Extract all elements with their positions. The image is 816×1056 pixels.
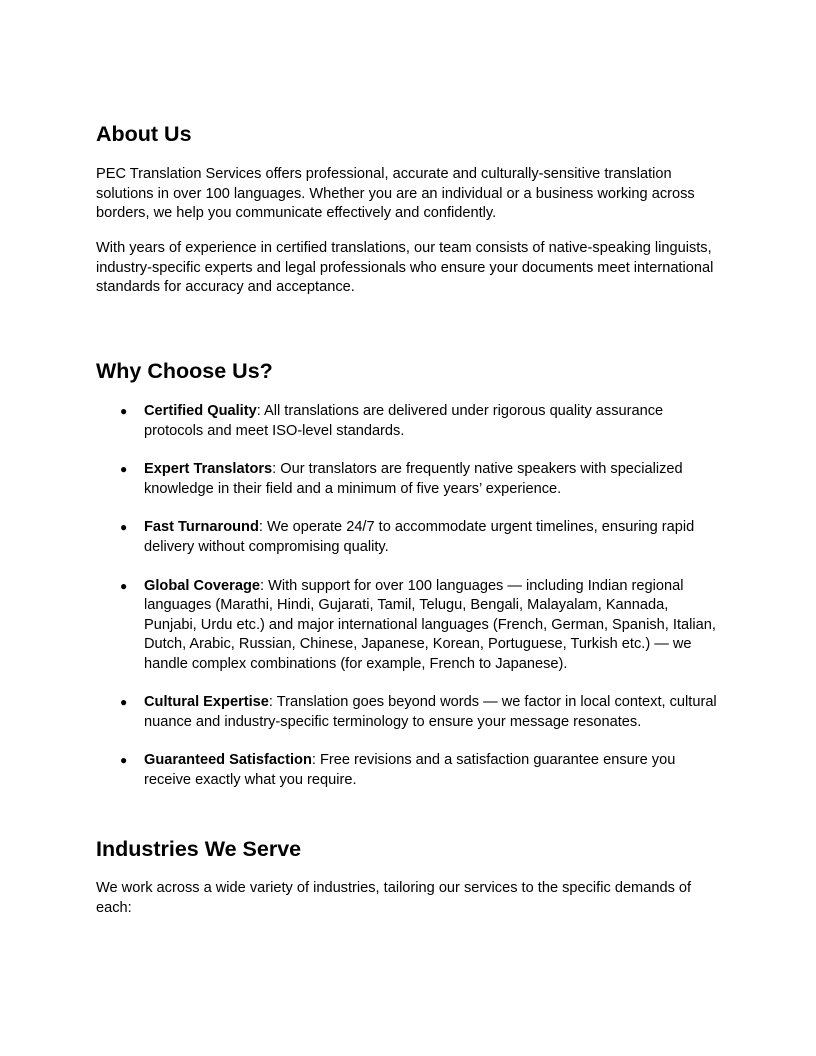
list-item-text: : With support for over 100 languages — including Indian regional languages (Marathi, Hindi, Gujarati, Tamil, Telugu, Bengali, Malayalam, Kannada, Punjabi, Urdu etc.) and major international languages (French, German, Spanish, Italian, Dutch, Arabic, Russian, Chinese, Japanese, Korean, Portuguese, Turkish etc.) — we handle complex combinations (for example, French to Japanese). [144, 577, 716, 672]
list-item-title: Cultural Expertise [144, 694, 269, 711]
list-item-title: Certified Quality [144, 403, 257, 419]
list-item-text: : All translations are delivered under rigorous quality assurance protocols and meet ISO-level standards. [144, 403, 664, 439]
list-item [96, 577, 724, 675]
about-us-heading: About Us [96, 122, 192, 146]
bullet-icon: ● [120, 695, 128, 710]
why-choose-us-list [96, 402, 724, 810]
about-paragraph-2: With years of experience in certified translations, our team consists of native-speaking linguists, industry-specific experts and legal professionals who ensure your documents meet international standards for accuracy and acceptance. [96, 240, 714, 295]
list-item-title: Expert Translators [144, 461, 273, 478]
list-item-text: : Free revisions and a satisfaction guarantee ensure you receive exactly what you require. [144, 752, 676, 788]
list-item-text: : Translation goes beyond words — we factor in local context, cultural nuance and industry-specific terminology to ensure your message resonates. [144, 694, 717, 730]
bullet-icon: ● [120, 520, 128, 535]
bullet-icon: ● [120, 753, 128, 768]
list-item [96, 751, 724, 790]
list-item [96, 402, 724, 441]
industries-heading: Industries We Serve [96, 837, 302, 861]
list-item [96, 693, 724, 732]
why-choose-us-heading: Why Choose Us? [96, 359, 273, 383]
list-item [96, 518, 724, 557]
list-item-title: Fast Turnaround [144, 519, 259, 536]
bullet-icon: ● [120, 578, 128, 593]
industries-paragraph: We work across a wide variety of industries, tailoring our services to the specific demands of each: [96, 880, 692, 916]
bullet-icon: ● [120, 404, 128, 418]
about-paragraph-1: PEC Translation Services offers professional, accurate and culturally-sensitive translation solutions in over 100 languages. Whether you are an individual or a business working across borders, we help you communicate effectively and confidently. [96, 166, 695, 221]
bullet-icon: ● [120, 462, 128, 477]
list-item-title: Global Coverage [144, 577, 260, 594]
list-item-text: : Our translators are frequently native speakers with specialized knowledge in their field and a minimum of five years’ experience. [144, 461, 683, 497]
list-item [96, 460, 724, 499]
list-item-text: : We operate 24/7 to accommodate urgent timelines, ensuring rapid delivery without compromising quality. [144, 519, 695, 555]
list-item-title: Guaranteed Satisfaction [144, 752, 312, 769]
